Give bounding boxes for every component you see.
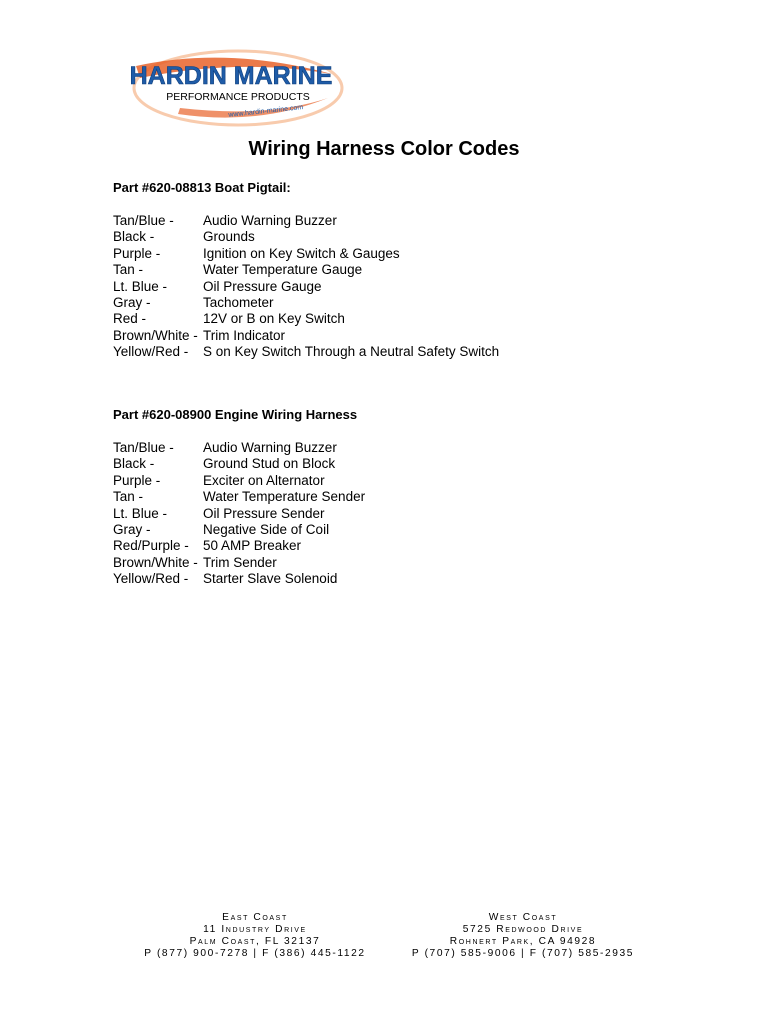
page-title: Wiring Harness Color Codes: [248, 138, 520, 160]
wire-function: Oil Pressure Gauge: [203, 278, 322, 294]
logo-graphic: [118, 48, 344, 128]
company-logo: [118, 48, 344, 128]
footer-city: Rohnert Park, CA 94928: [449, 936, 597, 947]
wire-color: Brown/White -: [113, 327, 198, 343]
list-item: [113, 538, 365, 554]
wire-color: Yellow/Red -: [113, 344, 189, 360]
list-item: [113, 295, 499, 311]
list-item: [113, 440, 365, 456]
list-item: [113, 328, 499, 344]
wire-color: Tan/Blue -: [113, 213, 174, 228]
wire-color: Brown/White -: [113, 554, 198, 570]
wire-function: 12V or B on Key Switch: [203, 311, 345, 327]
list-item: [113, 522, 365, 538]
logo-url: www.hardin-marine.com: [228, 104, 304, 119]
list-item: [113, 571, 365, 587]
wire-function: Ground Stud on Block: [203, 456, 336, 472]
section-heading: Part #620-08900 Engine Wiring Harness: [113, 407, 358, 422]
wire-function: Water Temperature Gauge: [203, 262, 363, 278]
wire-color: Purple -: [113, 245, 161, 261]
wire-function: Tachometer: [203, 294, 274, 310]
wire-function: Oil Pressure Sender: [203, 505, 325, 521]
list-item: [113, 213, 499, 229]
wire-function: Audio Warning Buzzer: [203, 440, 337, 455]
list-item: [113, 246, 499, 262]
list-item: [113, 279, 499, 295]
wire-color: Black -: [113, 456, 155, 472]
footer-west-coast: [385, 912, 661, 960]
wire-function: 50 AMP Breaker: [203, 538, 302, 554]
section-engine-harness: [113, 407, 365, 588]
wire-color: Lt. Blue -: [113, 278, 168, 294]
wire-function: Exciter on Alternator: [203, 472, 325, 488]
footer-phone: P (707) 585-9006 | F (707) 585-2935: [411, 948, 635, 959]
wire-function: Trim Sender: [203, 554, 277, 570]
wire-color: Red -: [113, 311, 147, 327]
wire-color: Tan/Blue -: [113, 440, 174, 455]
list-item: [113, 311, 499, 327]
footer-phone: P (877) 900-7278 | F (386) 445-1122: [144, 948, 366, 959]
section-heading: Part #620-08813 Boat Pigtail:: [113, 180, 291, 195]
footer-city: Palm Coast, FL 32137: [189, 936, 321, 947]
wire-function: Trim Indicator: [203, 327, 286, 343]
list-item: [113, 456, 365, 472]
wire-color: Tan -: [113, 262, 144, 278]
wire-color: Yellow/Red -: [113, 571, 189, 587]
wire-function: Ignition on Key Switch & Gauges: [203, 245, 400, 261]
wire-color: Tan -: [113, 489, 144, 505]
list-item: [113, 506, 365, 522]
footer-east-coast: [105, 912, 405, 960]
wire-function: Audio Warning Buzzer: [203, 213, 337, 228]
logo-tagline: PERFORMANCE PRODUCTS: [166, 91, 310, 103]
list-item: [113, 262, 499, 278]
wire-color: Black -: [113, 229, 155, 245]
logo-brand-text: HARDIN MARINE: [129, 62, 333, 90]
wire-color: Lt. Blue -: [113, 505, 168, 521]
footer-street: 11 Industry Drive: [203, 924, 307, 935]
footer-street: 5725 Redwood Drive: [462, 924, 584, 935]
wire-color: Purple -: [113, 472, 161, 488]
wire-function: Starter Slave Solenoid: [203, 571, 338, 587]
wire-color: Gray -: [113, 294, 151, 310]
list-item: [113, 344, 499, 360]
list-item: [113, 229, 499, 245]
wire-color: Red/Purple -: [113, 538, 189, 554]
wire-function: S on Key Switch Through a Neutral Safety Switch: [203, 344, 500, 360]
list-item: [113, 489, 365, 505]
wire-function: Grounds: [203, 229, 255, 245]
wire-function: Negative Side of Coil: [203, 521, 330, 537]
list-item: [113, 473, 365, 489]
list-item: [113, 555, 365, 571]
wire-function: Water Temperature Sender: [203, 489, 366, 505]
section-boat-pigtail: [113, 180, 499, 361]
wire-color: Gray -: [113, 521, 151, 537]
footer-label: East Coast: [222, 912, 288, 923]
footer-label: West Coast: [488, 912, 558, 923]
